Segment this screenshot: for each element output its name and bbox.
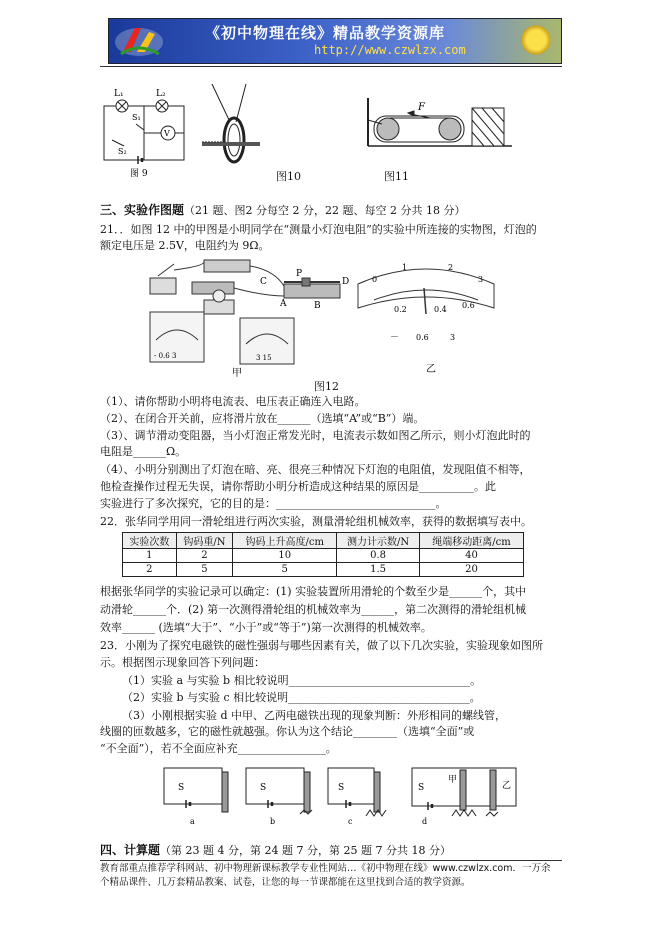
section-4-note: （第 23 题 4 分，第 24 题 7 分，第 25 题 7 分共 18 分）: [160, 844, 451, 857]
q21-part4a: （4）、小明分别测出了灯泡在暗、亮、很亮三种情况下灯泡的电阻值，发现阻值不相等，: [100, 463, 531, 476]
label-C: C: [260, 277, 267, 287]
table-cell: 5: [176, 563, 232, 577]
section-3-note: （21 题、图2 分每空 2 分，22 题、每空 2 分共 18 分）: [184, 204, 466, 217]
footer-line2: 个精品课件、几万套精品教案、试卷，让您的每一节课都能在这里找到合适的教学资源。: [100, 877, 471, 888]
table-row: [123, 563, 524, 577]
q22-text2: 动滑轮______个．(2) 第一次测得滑轮组的机械效率为______，第二次测得的滑轮组机械: [100, 603, 527, 616]
label-yi: 乙: [502, 781, 512, 791]
table-header: 钩码上升高度/cm: [233, 533, 337, 549]
table-cell: 2: [176, 549, 232, 563]
terminal-3: 3: [450, 333, 456, 342]
table-header: 绳端移动距离/cm: [419, 533, 523, 549]
dial-0-2: 0.2: [394, 305, 407, 314]
label-A: A: [280, 299, 287, 309]
q22-text1: 根据张华同学的实验记录可以确定：(1) 实验装置所用滑轮的个数至少是______个，其中: [100, 585, 527, 598]
label-S2: S₂: [118, 147, 127, 156]
dial-0: 0: [372, 275, 378, 284]
figure-11-caption: 图11: [384, 170, 409, 183]
table-cell: 40: [419, 549, 523, 563]
dial-3: 3: [478, 275, 484, 284]
section-4-title: 四、计算题: [100, 843, 161, 857]
terminal-neg: －: [390, 333, 400, 343]
section-3-title: 三、实验作图题: [100, 203, 185, 217]
header-banner: [108, 18, 562, 64]
q23-sub1: （1）实验 a 与实验 b 相比较说明_________________________________。: [122, 674, 482, 687]
q23-sub3c: “不全面”），若不全面应补充________________。: [100, 742, 337, 755]
q21-line1: 21．．如图 12 中的甲图是小明同学在“测量小灯泡电阻”的实验中所连接的实物图，灯泡的: [100, 223, 537, 236]
q21-part1: （1）、请你帮助小明将电流表、电压表正确连入电路。: [100, 395, 366, 408]
label-s-b: S: [260, 783, 267, 793]
label-L1: L₁: [114, 89, 124, 99]
dial-0-4: 0.4: [434, 305, 447, 314]
figure-9-caption: 图 9: [130, 169, 148, 179]
table-header: 实验次数: [123, 533, 177, 549]
label-F: F: [418, 102, 425, 113]
figure-12: [144, 256, 528, 380]
figure-12-caption: 图12: [314, 380, 339, 393]
table-header: 测力计示数/N: [337, 533, 420, 549]
q23-sub2: （2）实验 b 与实验 c 相比较说明_________________________________。: [122, 691, 481, 704]
table-header-row: [123, 533, 524, 549]
site-url[interactable]: http://www.czwlzx.com: [314, 43, 466, 57]
section-3-heading: [100, 202, 465, 219]
q21-line2: 额定电压是 2.5V，电阻约为 9Ω。: [100, 239, 270, 252]
header-rule: [100, 66, 562, 67]
table-cell: 20: [419, 563, 523, 577]
ammeter-scale: - 0.6 3: [154, 352, 177, 360]
section-4-heading: [100, 842, 451, 859]
q21-part3b: 电阻是______Ω。: [100, 445, 187, 458]
logo-icon: [113, 22, 165, 60]
label-a: a: [190, 817, 195, 826]
label-jia: 甲: [232, 368, 242, 379]
footer-line1: 教育部重点推荐学科网站、初中物理新课标教学专业性网站…《初中物理在线》www.czwlzx.com．一万余: [100, 863, 551, 874]
label-V: V: [164, 129, 170, 138]
label-D: D: [342, 277, 350, 287]
figure-10-caption: 图10: [276, 170, 301, 183]
label-B: B: [314, 301, 321, 311]
q23-sub3a: （3）小刚根据实验 d 中甲、乙两电磁铁出现的现象判断：外形相同的螺线管，: [122, 709, 507, 722]
label-L2: L₂: [156, 89, 166, 99]
sunflower-icon: [519, 23, 553, 57]
dial-0-6: 0.6: [462, 301, 475, 310]
figure-11-pulley: [362, 94, 517, 154]
table-cell: 0.8: [337, 549, 420, 563]
q22-intro: 22．张华同学用同一滑轮组进行两次实验，测量滑轮组机械效率，获得的数据填写表中。: [100, 515, 532, 528]
footer-rule: [100, 860, 562, 861]
label-S1: S₁: [132, 113, 141, 122]
q23-electromagnet-figure: [160, 760, 530, 826]
table-header: 钩码重/N: [176, 533, 232, 549]
q23-text2: 示。根据图示现象回答下列问题：: [100, 656, 265, 669]
label-yi: 乙: [426, 364, 436, 375]
label-jia: 甲: [448, 775, 458, 785]
label-b: b: [270, 817, 276, 826]
terminal-0-6: 0.6: [416, 333, 429, 342]
q21-part2: （2）、在闭合开关前，应将滑片放在______（选填“A”或“B”）端。: [100, 412, 425, 425]
label-d: d: [422, 817, 428, 826]
dial-1: 1: [402, 263, 408, 272]
table-cell: 1: [123, 549, 177, 563]
table-cell: 1.5: [337, 563, 420, 577]
q22-data-table: [122, 532, 524, 577]
q22-text3: 效率______ (选填“大于”、“小于”或“等于”)第一次测得的机械效率。: [100, 621, 432, 634]
dial-2: 2: [448, 263, 454, 272]
figure-10-coil: [196, 82, 266, 172]
table-cell: 5: [233, 563, 337, 577]
q21-part4b: 他检查操作过程无失误，请你帮助小明分析造成这种结果的原因是__________。此: [100, 480, 496, 493]
label-c: c: [348, 817, 353, 826]
label-P: P: [296, 269, 303, 279]
q23-sub3b: 线圈的匝数越多，它的磁性就越强。你认为这个结论________（选填“全面”或: [100, 725, 475, 738]
label-s-c: S: [338, 783, 345, 793]
label-s-a: S: [178, 783, 185, 793]
voltmeter-scale: 3 15: [256, 354, 272, 362]
table-cell: 10: [233, 549, 337, 563]
label-s-d: S: [418, 783, 425, 793]
table-cell: 2: [123, 563, 177, 577]
site-title: 《初中物理在线》精品教学资源库: [205, 24, 446, 42]
table-row: [123, 549, 524, 563]
figure-9-circuit: [100, 84, 195, 180]
q21-part4c: 实验进行了多次探究，它的目的是：_____________________________。: [100, 497, 447, 510]
q23-text1: 23．小刚为了探究电磁铁的磁性强弱与哪些因素有关，做了以下几次实验，实验现象如图所: [100, 639, 543, 652]
q21-part3a: （3）、调节滑动变阻器，当小灯泡正常发光时，电流表示数如图乙所示，则小灯泡此时的: [100, 429, 531, 442]
